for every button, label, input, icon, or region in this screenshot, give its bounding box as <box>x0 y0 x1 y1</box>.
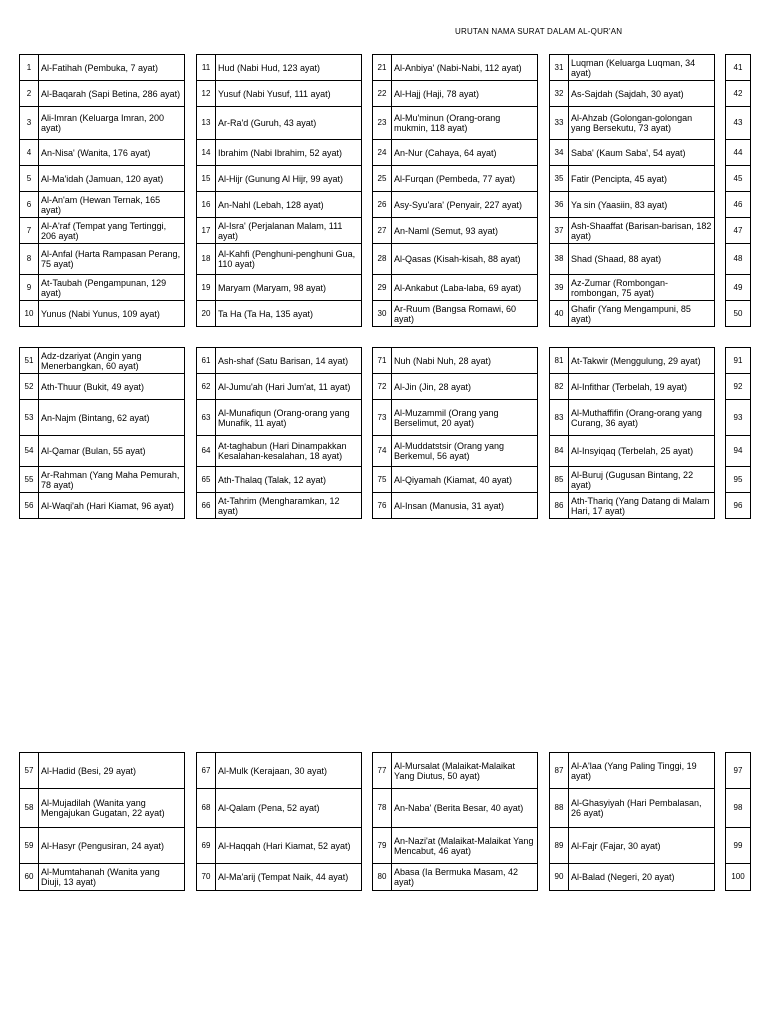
surah-column-block <box>372 752 538 891</box>
surah-number: 14 <box>197 140 216 166</box>
surah-name: Al-Mumtahanah (Wanita yang Diuji, 13 ayat) <box>39 864 185 891</box>
surah-row <box>197 348 362 374</box>
surah-row <box>550 753 715 789</box>
surah-number: 12 <box>197 81 216 107</box>
surah-number: 16 <box>197 192 216 218</box>
surah-number: 13 <box>197 107 216 140</box>
surah-row <box>373 753 538 789</box>
surah-number: 55 <box>20 467 39 493</box>
surah-row <box>726 81 751 107</box>
surah-row <box>550 864 715 891</box>
surah-name: Al-Hasyr (Pengusiran, 24 ayat) <box>39 828 185 864</box>
surah-row <box>20 81 185 107</box>
surah-row <box>20 348 185 374</box>
surah-name: Ibrahim (Nabi Ibrahim, 52 ayat) <box>216 140 362 166</box>
surah-name: Al-Ahzab (Golongan-golongan yang Bersekutu, 73 ayat) <box>569 107 715 140</box>
surah-number: 4 <box>20 140 39 166</box>
surah-number: 36 <box>550 192 569 218</box>
surah-name: An-Nazi'at (Malaikat-Malaikat Yang Mencabut, 46 ayat) <box>392 828 538 864</box>
surah-number: 68 <box>197 789 216 828</box>
surah-name: Al-An'am (Hewan Ternak, 165 ayat) <box>39 192 185 218</box>
surah-name: Asy-Syu'ara' (Penyair, 227 ayat) <box>392 192 538 218</box>
surah-row <box>373 374 538 400</box>
surah-row <box>726 275 751 301</box>
surah-number: 67 <box>197 753 216 789</box>
surah-row <box>373 864 538 891</box>
surah-row <box>20 828 185 864</box>
surah-number: 82 <box>550 374 569 400</box>
surah-number: 54 <box>20 436 39 467</box>
surah-number: 60 <box>20 864 39 891</box>
surah-name: Al-Haqqah (Hari Kiamat, 52 ayat) <box>216 828 362 864</box>
surah-row <box>550 218 715 244</box>
surah-number: 62 <box>197 374 216 400</box>
surah-number: 72 <box>373 374 392 400</box>
surah-number: 69 <box>197 828 216 864</box>
surah-number: 45 <box>726 166 751 192</box>
surah-name: Al-Jumu'ah (Hari Jum'at, 11 ayat) <box>216 374 362 400</box>
surah-row <box>550 436 715 467</box>
surah-name: Yunus (Nabi Yunus, 109 ayat) <box>39 301 185 327</box>
surah-name: Al-Furqan (Pembeda, 77 ayat) <box>392 166 538 192</box>
surah-row <box>197 493 362 519</box>
surah-row <box>550 400 715 436</box>
surah-row <box>197 374 362 400</box>
surah-number: 24 <box>373 140 392 166</box>
surah-name: Al-Hijr (Gunung Al Hijr, 99 ayat) <box>216 166 362 192</box>
surah-row <box>197 166 362 192</box>
surah-row <box>726 140 751 166</box>
surah-number: 95 <box>726 467 751 493</box>
surah-number: 30 <box>373 301 392 327</box>
surah-name: Ash-Shaaffat (Barisan-barisan, 182 ayat) <box>569 218 715 244</box>
surah-name: Al-Qalam (Pena, 52 ayat) <box>216 789 362 828</box>
surah-row <box>373 166 538 192</box>
surah-row <box>550 81 715 107</box>
surah-row <box>373 467 538 493</box>
surah-row <box>550 467 715 493</box>
surah-number: 49 <box>726 275 751 301</box>
surah-number: 80 <box>373 864 392 891</box>
surah-row <box>550 374 715 400</box>
surah-number: 52 <box>20 374 39 400</box>
surah-number: 75 <box>373 467 392 493</box>
surah-number: 98 <box>726 789 751 828</box>
surah-name: At-Taubah (Pengampunan, 129 ayat) <box>39 275 185 301</box>
surah-name: Ar-Ruum (Bangsa Romawi, 60 ayat) <box>392 301 538 327</box>
surah-name: Hud (Nabi Hud, 123 ayat) <box>216 55 362 81</box>
surah-name: Al-Muzammil (Orang yang Berselimut, 20 ayat) <box>392 400 538 436</box>
surah-row <box>550 348 715 374</box>
surah-number: 86 <box>550 493 569 519</box>
surah-row <box>20 789 185 828</box>
surah-number: 96 <box>726 493 751 519</box>
surah-row <box>20 436 185 467</box>
surah-row <box>550 493 715 519</box>
surah-number: 48 <box>726 244 751 275</box>
surah-row <box>197 467 362 493</box>
surah-number: 39 <box>550 275 569 301</box>
surah-row <box>197 107 362 140</box>
surah-name: Al-Fajr (Fajar, 30 ayat) <box>569 828 715 864</box>
surah-number: 73 <box>373 400 392 436</box>
surah-row <box>550 55 715 81</box>
surah-name: Ya sin (Yaasiin, 83 ayat) <box>569 192 715 218</box>
surah-number: 59 <box>20 828 39 864</box>
surah-name: Al-Muddatstsir (Orang yang Berkemul, 56 ayat) <box>392 436 538 467</box>
surah-name: Al-Isra' (Perjalanan Malam, 111 ayat) <box>216 218 362 244</box>
surah-number: 8 <box>20 244 39 275</box>
surah-row <box>726 493 751 519</box>
surah-row <box>20 301 185 327</box>
surah-row <box>197 55 362 81</box>
surah-number: 61 <box>197 348 216 374</box>
surah-row <box>373 275 538 301</box>
surah-column-block <box>196 54 362 327</box>
surah-name: At-taghabun (Hari Dinampakkan Kesalahan-kesalahan, 18 ayat) <box>216 436 362 467</box>
surah-name: Al-A'raf (Tempat yang Tertinggi, 206 ayat) <box>39 218 185 244</box>
surah-row <box>373 789 538 828</box>
surah-number: 3 <box>20 107 39 140</box>
surah-row <box>550 192 715 218</box>
surah-number: 46 <box>726 192 751 218</box>
surah-name: Abasa (Ia Bermuka Masam, 42 ayat) <box>392 864 538 891</box>
surah-number: 44 <box>726 140 751 166</box>
surah-number: 81 <box>550 348 569 374</box>
surah-row <box>550 828 715 864</box>
surah-column-block <box>372 347 538 519</box>
surah-number: 5 <box>20 166 39 192</box>
surah-row <box>550 107 715 140</box>
surah-row <box>550 301 715 327</box>
surah-number: 11 <box>197 55 216 81</box>
surah-number: 85 <box>550 467 569 493</box>
surah-column-block <box>549 347 715 519</box>
surah-row <box>197 789 362 828</box>
surah-name: Al-Qasas (Kisah-kisah, 88 ayat) <box>392 244 538 275</box>
surah-name: Al-Qiyamah (Kiamat, 40 ayat) <box>392 467 538 493</box>
surah-number: 63 <box>197 400 216 436</box>
surah-number: 57 <box>20 753 39 789</box>
surah-number: 25 <box>373 166 392 192</box>
surah-name: Al-Waqi'ah (Hari Kiamat, 96 ayat) <box>39 493 185 519</box>
surah-name: An-Najm (Bintang, 62 ayat) <box>39 400 185 436</box>
surah-name: Al-Buruj (Gugusan Bintang, 22 ayat) <box>569 467 715 493</box>
surah-row <box>197 275 362 301</box>
surah-row <box>373 192 538 218</box>
surah-name: An-Naba' (Berita Besar, 40 ayat) <box>392 789 538 828</box>
surah-number: 32 <box>550 81 569 107</box>
surah-row <box>197 864 362 891</box>
surah-row <box>726 166 751 192</box>
surah-name: Al-Mu'minun (Orang-orang mukmin, 118 ayat) <box>392 107 538 140</box>
surah-name: Ali-Imran (Keluarga Imran, 200 ayat) <box>39 107 185 140</box>
surah-row <box>20 374 185 400</box>
surah-row <box>20 244 185 275</box>
surah-number: 28 <box>373 244 392 275</box>
surah-number: 71 <box>373 348 392 374</box>
surah-row <box>550 275 715 301</box>
surah-number: 1 <box>20 55 39 81</box>
surah-name: At-Takwir (Menggulung, 29 ayat) <box>569 348 715 374</box>
surah-row <box>20 467 185 493</box>
surah-row <box>550 244 715 275</box>
surah-name: Ar-Rahman (Yang Maha Pemurah, 78 ayat) <box>39 467 185 493</box>
surah-number: 6 <box>20 192 39 218</box>
surah-name: Al-Munafiqun (Orang-orang yang Munafik, 11 ayat) <box>216 400 362 436</box>
surah-row <box>373 140 538 166</box>
surah-row <box>726 789 751 828</box>
surah-row <box>373 400 538 436</box>
surah-number: 35 <box>550 166 569 192</box>
surah-column-block <box>19 54 185 327</box>
surah-row <box>726 192 751 218</box>
surah-row <box>373 493 538 519</box>
surah-row <box>20 493 185 519</box>
surah-name: An-Naml (Semut, 93 ayat) <box>392 218 538 244</box>
surah-name: Al-Ma'idah (Jamuan, 120 ayat) <box>39 166 185 192</box>
surah-name: Nuh (Nabi Nuh, 28 ayat) <box>392 348 538 374</box>
surah-row <box>20 107 185 140</box>
surah-row <box>20 218 185 244</box>
surah-column-block <box>372 54 538 327</box>
surah-number: 53 <box>20 400 39 436</box>
surah-row <box>20 275 185 301</box>
surah-row <box>197 753 362 789</box>
surah-number: 91 <box>726 348 751 374</box>
surah-name: Yusuf (Nabi Yusuf, 111 ayat) <box>216 81 362 107</box>
surah-name: An-Nur (Cahaya, 64 ayat) <box>392 140 538 166</box>
surah-column-block <box>19 752 185 891</box>
surah-name: Maryam (Maryam, 98 ayat) <box>216 275 362 301</box>
surah-number: 38 <box>550 244 569 275</box>
surah-row <box>197 244 362 275</box>
surah-name: An-Nahl (Lebah, 128 ayat) <box>216 192 362 218</box>
surah-row <box>373 81 538 107</box>
surah-number: 89 <box>550 828 569 864</box>
surah-row <box>373 828 538 864</box>
surah-name: Al-Insyiqaq (Terbelah, 25 ayat) <box>569 436 715 467</box>
surah-number: 97 <box>726 753 751 789</box>
surah-number: 33 <box>550 107 569 140</box>
surah-number: 94 <box>726 436 751 467</box>
surah-column-block <box>725 752 751 891</box>
surah-row <box>197 301 362 327</box>
surah-name: Az-Zumar (Rombongan-rombongan, 75 ayat) <box>569 275 715 301</box>
surah-number: 100 <box>726 864 751 891</box>
surah-row <box>373 436 538 467</box>
surah-number: 70 <box>197 864 216 891</box>
surah-number: 93 <box>726 400 751 436</box>
surah-number: 66 <box>197 493 216 519</box>
surah-row <box>197 81 362 107</box>
surah-name: Luqman (Keluarga Luqman, 34 ayat) <box>569 55 715 81</box>
surah-name: Ghafir (Yang Mengampuni, 85 ayat) <box>569 301 715 327</box>
surah-name: Ath-Thalaq (Talak, 12 ayat) <box>216 467 362 493</box>
surah-row <box>726 753 751 789</box>
surah-name: Al-Mursalat (Malaikat-Malaikat Yang Diutus, 50 ayat) <box>392 753 538 789</box>
surah-name: Al-Mulk (Kerajaan, 30 ayat) <box>216 753 362 789</box>
surah-name: Al-Jin (Jin, 28 ayat) <box>392 374 538 400</box>
surah-number: 7 <box>20 218 39 244</box>
surah-name: At-Tahrim (Mengharamkan, 12 ayat) <box>216 493 362 519</box>
surah-number: 37 <box>550 218 569 244</box>
surah-number: 78 <box>373 789 392 828</box>
surah-name: Saba' (Kaum Saba', 54 ayat) <box>569 140 715 166</box>
surah-number: 31 <box>550 55 569 81</box>
surah-name: Fatir (Pencipta, 45 ayat) <box>569 166 715 192</box>
surah-number: 76 <box>373 493 392 519</box>
surah-row <box>20 166 185 192</box>
surah-number: 79 <box>373 828 392 864</box>
surah-name: Al-Insan (Manusia, 31 ayat) <box>392 493 538 519</box>
surah-row <box>373 301 538 327</box>
surah-row <box>726 436 751 467</box>
surah-row <box>20 864 185 891</box>
surah-row <box>197 400 362 436</box>
surah-row <box>197 218 362 244</box>
surah-number: 87 <box>550 753 569 789</box>
surah-name: Ath-Thuur (Bukit, 49 ayat) <box>39 374 185 400</box>
surah-row <box>373 348 538 374</box>
surah-number: 58 <box>20 789 39 828</box>
surah-name: Al-Muthaffifin (Orang-orang yang Curang, 36 ayat) <box>569 400 715 436</box>
surah-name: Ar-Ra'd (Guruh, 43 ayat) <box>216 107 362 140</box>
surah-row <box>726 244 751 275</box>
surah-number: 27 <box>373 218 392 244</box>
surah-row <box>550 789 715 828</box>
surah-number: 22 <box>373 81 392 107</box>
surah-name: Adz-dzariyat (Angin yang Menerbangkan, 60 ayat) <box>39 348 185 374</box>
surah-number: 19 <box>197 275 216 301</box>
surah-row <box>726 467 751 493</box>
surah-number: 2 <box>20 81 39 107</box>
surah-row <box>726 301 751 327</box>
surah-row <box>197 192 362 218</box>
surah-name: Al-Ghasyiyah (Hari Pembalasan, 26 ayat) <box>569 789 715 828</box>
surah-row <box>726 348 751 374</box>
surah-name: Al-Hajj (Haji, 78 ayat) <box>392 81 538 107</box>
surah-row <box>726 374 751 400</box>
surah-name: As-Sajdah (Sajdah, 30 ayat) <box>569 81 715 107</box>
surah-name: An-Nisa' (Wanita, 176 ayat) <box>39 140 185 166</box>
surah-number: 21 <box>373 55 392 81</box>
surah-number: 84 <box>550 436 569 467</box>
surah-number: 77 <box>373 753 392 789</box>
surah-row <box>726 218 751 244</box>
surah-row <box>20 192 185 218</box>
surah-number: 74 <box>373 436 392 467</box>
surah-number: 26 <box>373 192 392 218</box>
surah-number: 51 <box>20 348 39 374</box>
surah-name: Al-Fatihah (Pembuka, 7 ayat) <box>39 55 185 81</box>
surah-number: 10 <box>20 301 39 327</box>
surah-row <box>726 400 751 436</box>
surah-row <box>197 140 362 166</box>
surah-name: Al-Balad (Negeri, 20 ayat) <box>569 864 715 891</box>
surah-number: 17 <box>197 218 216 244</box>
surah-number: 40 <box>550 301 569 327</box>
surah-row <box>373 244 538 275</box>
surah-number: 99 <box>726 828 751 864</box>
surah-row <box>20 140 185 166</box>
surah-name: Al-Infithar (Terbelah, 19 ayat) <box>569 374 715 400</box>
surah-name: Ta Ha (Ta Ha, 135 ayat) <box>216 301 362 327</box>
surah-name: Al-Qamar (Bulan, 55 ayat) <box>39 436 185 467</box>
surah-column-block <box>725 347 751 519</box>
surah-name: Ash-shaf (Satu Barisan, 14 ayat) <box>216 348 362 374</box>
surah-row <box>726 55 751 81</box>
surah-name: Al-Ankabut (Laba-laba, 69 ayat) <box>392 275 538 301</box>
surah-row <box>550 140 715 166</box>
surah-number: 83 <box>550 400 569 436</box>
surah-name: Ath-Thariq (Yang Datang di Malam Hari, 17 ayat) <box>569 493 715 519</box>
surah-name: Al-Baqarah (Sapi Betina, 286 ayat) <box>39 81 185 107</box>
surah-column-block <box>196 347 362 519</box>
surah-row <box>726 107 751 140</box>
surah-name: Al-Anfal (Harta Rampasan Perang, 75 ayat) <box>39 244 185 275</box>
surah-name: Al-Ma'arij (Tempat Naik, 44 ayat) <box>216 864 362 891</box>
surah-number: 20 <box>197 301 216 327</box>
page-title: URUTAN NAMA SURAT DALAM AL-QUR'AN <box>455 27 623 36</box>
surah-row <box>20 400 185 436</box>
surah-row <box>197 436 362 467</box>
surah-row <box>20 55 185 81</box>
surah-name: Shad (Shaad, 88 ayat) <box>569 244 715 275</box>
surah-number: 88 <box>550 789 569 828</box>
surah-number: 34 <box>550 140 569 166</box>
surah-row <box>726 864 751 891</box>
surah-column-block <box>549 752 715 891</box>
surah-number: 43 <box>726 107 751 140</box>
surah-name: Al-Hadid (Besi, 29 ayat) <box>39 753 185 789</box>
surah-number: 50 <box>726 301 751 327</box>
surah-column-block <box>725 54 751 327</box>
surah-number: 56 <box>20 493 39 519</box>
surah-column-block <box>19 347 185 519</box>
surah-name: Al-Mujadilah (Wanita yang Mengajukan Gugatan, 22 ayat) <box>39 789 185 828</box>
surah-number: 18 <box>197 244 216 275</box>
surah-number: 92 <box>726 374 751 400</box>
surah-number: 15 <box>197 166 216 192</box>
surah-name: Al-A'laa (Yang Paling Tinggi, 19 ayat) <box>569 753 715 789</box>
surah-row <box>726 828 751 864</box>
surah-number: 29 <box>373 275 392 301</box>
surah-number: 65 <box>197 467 216 493</box>
surah-row <box>197 828 362 864</box>
surah-number: 47 <box>726 218 751 244</box>
surah-number: 90 <box>550 864 569 891</box>
surah-column-block <box>549 54 715 327</box>
surah-name: Al-Kahfi (Penghuni-penghuni Gua, 110 ayat) <box>216 244 362 275</box>
surah-row <box>373 55 538 81</box>
surah-number: 9 <box>20 275 39 301</box>
surah-row <box>373 218 538 244</box>
surah-column-block <box>196 752 362 891</box>
surah-name: Al-Anbiya' (Nabi-Nabi, 112 ayat) <box>392 55 538 81</box>
surah-number: 42 <box>726 81 751 107</box>
surah-row <box>550 166 715 192</box>
surah-row <box>373 107 538 140</box>
surah-row <box>20 753 185 789</box>
surah-number: 23 <box>373 107 392 140</box>
surah-number: 41 <box>726 55 751 81</box>
surah-number: 64 <box>197 436 216 467</box>
